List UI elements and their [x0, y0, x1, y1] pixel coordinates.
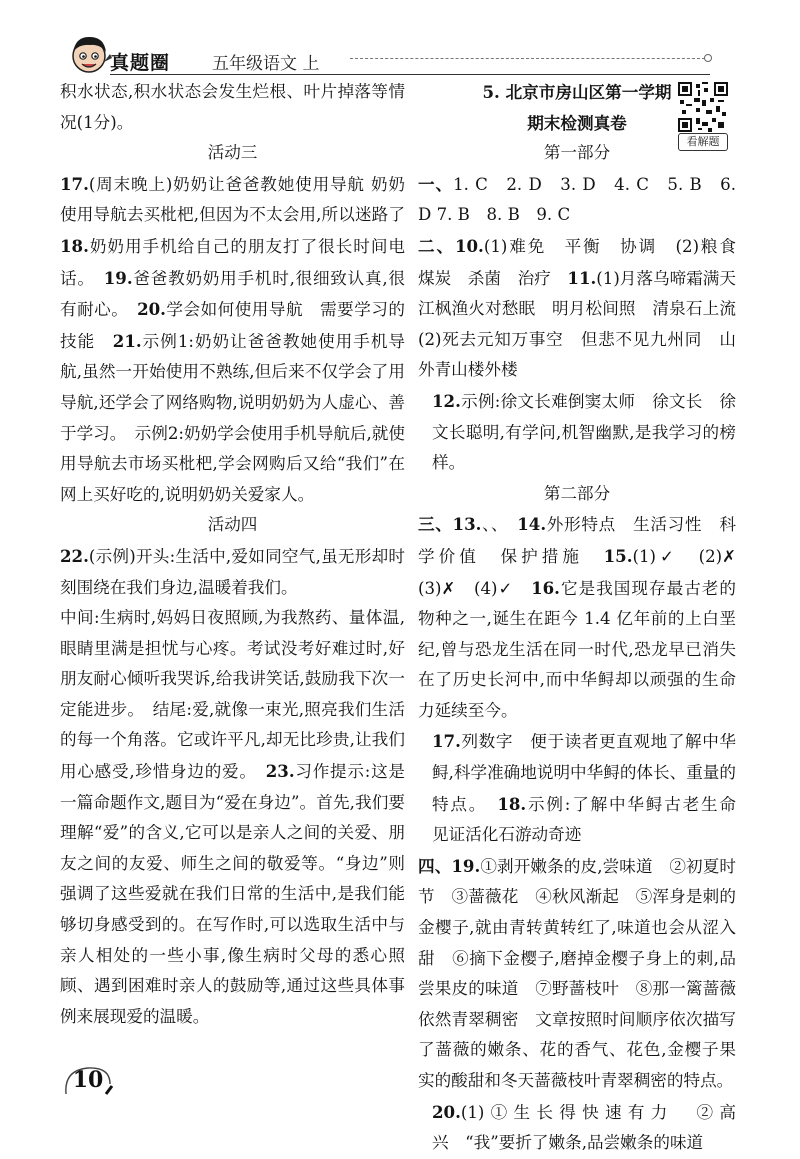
- q17-18-paragraph: [418, 726, 753, 850]
- header-dash-line: [350, 58, 705, 59]
- q18-number: 18.: [497, 793, 527, 814]
- q19-number: 19.: [103, 267, 133, 288]
- q22-number: 22.: [60, 545, 89, 566]
- section-3-label: 三、: [418, 514, 453, 535]
- q17-answer: (周末晚上)奶奶让爸爸教她使用导航 奶奶使用导航去买枇杷,但因为不太会用,所以迷路了: [60, 174, 405, 225]
- q17-number: 17.: [432, 731, 461, 752]
- q10-number: 10.: [454, 235, 484, 256]
- section-heading-activity-4: 活动四: [207, 515, 258, 535]
- q23-number: 23.: [265, 761, 295, 782]
- q13-answer: 、、: [481, 515, 500, 535]
- q19-number: 19.: [451, 855, 481, 876]
- q18-number: 18.: [60, 235, 89, 256]
- part-one-heading: 第一部分: [543, 143, 611, 163]
- q15-answer: (1)✓ (2)✗ (3)✗ (4)✓: [418, 546, 753, 598]
- section-2-answers: [418, 231, 753, 386]
- section-4-label: 四、: [418, 855, 452, 876]
- mascot-boy-icon: [66, 32, 112, 78]
- q20-paragraph: [418, 1097, 736, 1159]
- answer-22-opening: [60, 541, 405, 603]
- section-3-answers: [418, 509, 753, 726]
- q22-body: 中间:生病时,妈妈日夜照顾,为我熬药、量体温,眼睛里满是担忧与心疼。考试没考好难过时,好朋友耐心倾听我哭诉,给我讲笑话,鼓励我下次一定能进步。 结尾:爱,就像一束光,照亮我们生活的每一个角落。它或许平凡,却无比珍贵,让我们用心感受,珍惜身边的爱。: [60, 608, 405, 782]
- q13-number: 13.: [452, 514, 482, 535]
- header-end-dot: [704, 54, 712, 62]
- q23-answer: 习作提示:这是一篇命题作文,题目为“爱在身边”。首先,我们要理解“爱”的含义,它可以是亲人之间的关爱、朋友之间的友爱、师生之间的敬爱等。“身边”则强调了这些爱就在我们日常的生活中,是我们能够切身感受到的。在写作时,可以选取生活中与亲人相处的一些小事,像生病时父母的悉心照顾、遇到困难时亲人的鼓励等,通过这些具体事例来展现爱的温暖。: [60, 762, 405, 1026]
- q15-number: 15.: [603, 545, 633, 566]
- left-column: [60, 77, 405, 1032]
- page-header: [0, 0, 800, 80]
- section-1-label: 一、: [418, 173, 454, 194]
- q17-answer: 列数字 便于读者更直观地了解中华鲟,科学准确地说明中华鲟的体长、重量的特点。: [432, 732, 736, 814]
- q20-answer: (1)①生长得快速有力 ②高兴 “我”要折了嫩条,品尝嫩条的味道: [432, 1102, 736, 1153]
- answers-17-21: [60, 169, 405, 511]
- section-4-answers: [418, 851, 736, 1097]
- q16-number: 16.: [531, 577, 560, 598]
- section-1-answers: [418, 169, 736, 231]
- q21-number: 21.: [112, 330, 142, 351]
- page-number: 10: [72, 1067, 104, 1093]
- part-two-heading: 第二部分: [543, 483, 611, 503]
- q11-answer: (1)月落乌啼霜满天 江枫渔火对愁眠 明月松间照 清泉石上流 (2)死去元知万事空 但悲不见九州同 山外青山楼外楼: [418, 268, 753, 380]
- q20-number: 20.: [432, 1101, 461, 1122]
- section-heading-activity-3: 活动三: [207, 143, 258, 163]
- exam-title-line-1: 5. 北京市房山区第一学期: [482, 82, 672, 102]
- q20-answer: 学会如何使用导航 需要学习的技能: [60, 300, 405, 351]
- q20-number: 20.: [137, 299, 166, 320]
- section-2-label: 二、: [418, 235, 455, 256]
- q11-number: 11.: [567, 267, 597, 288]
- qr-label: 看解题: [678, 133, 728, 151]
- q18-answer: 奶奶用手机给自己的朋友打了很长时间电话。: [60, 236, 405, 288]
- q10-answer: (1)难免 平衡 协调 (2)粮食 煤炭 杀菌 治疗: [418, 236, 753, 288]
- exam-title-line-2: 期末检测真卷: [527, 112, 627, 133]
- q14-number: 14.: [517, 514, 547, 535]
- choice-answers: 1. C 2. D 3. D 4. C 5. B 6. D 7. B 8. B 9. C: [418, 174, 737, 225]
- q12-answer: 示例:徐文长难倒窦太师 徐文长 徐文长聪明,有学问,机智幽默,是我学习的榜样。: [432, 391, 736, 473]
- q14-answer: 外形特点 生活习性 科学价值 保护措施: [418, 515, 737, 566]
- grade-subject: 五年级语文 上: [212, 54, 320, 74]
- header-rule: [110, 74, 710, 75]
- answer-22-23: [60, 603, 405, 1032]
- q12-paragraph: [418, 386, 736, 479]
- q19-answer: 爸爸教奶奶用手机时,很细致认真,很有耐心。: [60, 268, 405, 320]
- q21-answer: 示例1:奶奶让爸爸教她使用手机导航,虽然一开始使用不熟练,但后来不仅学会了用导航,还学会了网络购物,说明奶奶为人虚心、善于学习。 示例2:奶奶学会使用手机导航后,就使用导航去市场买枇杷,学会网购后又给“我们”在网上买好吃的,说明奶奶关爱家人。: [60, 331, 406, 504]
- q22-opening: (示例)开头:生活中,爱如同空气,虽无形却时刻围绕在我们身边,温暖着我们。: [60, 546, 405, 597]
- right-column: [418, 77, 753, 1159]
- q17-number: 17.: [60, 173, 89, 194]
- q19-answer: ①剥开嫩条的皮,尝味道 ②初夏时节 ③蔷薇花 ④秋风渐起 ⑤浑身是刺的金樱子,就由青转黄转红了,味道也会从涩入甜 ⑥摘下金樱子,磨掉金樱子身上的刺,品尝果皮的味道 ⑦野蔷枝叶 ⑧那一篱蔷薇依然青翠稠密 文章按照时间顺序依次描写了蔷薇的嫩条、花的香气、花色,金樱子果实的酸甜和冬天蔷薇枝叶青翠稠密的特点。: [418, 856, 737, 1090]
- q18-answer: 示例:了解中华鲟古老生命 见证活化石游动奇迹: [432, 794, 753, 845]
- q16-answer: 它是我国现存最古老的物种之一,诞生在距今 1.4 亿年前的上白垩纪,曾与恐龙生活在同一时代,恐龙早已消失在了历史长河中,而中华鲟却以顽强的生命力延续至今。: [418, 578, 737, 720]
- brand-name: 真题圈: [110, 52, 171, 74]
- q12-number: 12.: [432, 390, 461, 411]
- continued-answer: 积水状态,积水状态会发生烂根、叶片掉落等情况(1分)。: [60, 82, 405, 132]
